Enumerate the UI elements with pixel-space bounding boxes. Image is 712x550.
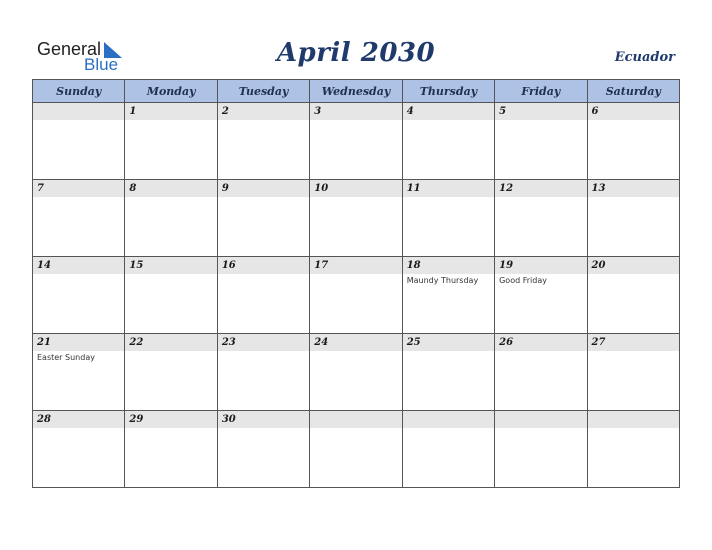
day-cell [402, 180, 494, 257]
day-number: 4 [403, 103, 494, 120]
day-cell [310, 411, 402, 488]
day-number: 26 [495, 334, 586, 351]
day-cell [310, 103, 402, 180]
weekday-header: Tuesday [217, 80, 309, 103]
day-number: 29 [125, 411, 216, 428]
brand-name-general: General [37, 39, 102, 59]
day-number: 12 [495, 180, 586, 197]
day-cell [33, 180, 125, 257]
weekday-header: Wednesday [310, 80, 402, 103]
day-cell [125, 334, 217, 411]
day-cell [402, 411, 494, 488]
day-cell [33, 411, 125, 488]
day-cell [495, 180, 587, 257]
day-cell [402, 334, 494, 411]
week-row [33, 103, 680, 180]
day-cell [402, 257, 494, 334]
day-cell [587, 334, 679, 411]
day-cell [310, 180, 402, 257]
weekday-header: Sunday [33, 80, 125, 103]
day-cell [495, 411, 587, 488]
holiday-label: Easter Sunday [37, 353, 95, 362]
week-row [33, 411, 680, 488]
day-number: 13 [588, 180, 679, 197]
day-number: 20 [588, 257, 679, 274]
day-number: 25 [403, 334, 494, 351]
calendar-title: April 2030 [276, 38, 436, 68]
day-cell [587, 180, 679, 257]
day-number: 23 [218, 334, 309, 351]
day-number: 16 [218, 257, 309, 274]
day-cell [587, 103, 679, 180]
day-number: 24 [310, 334, 401, 351]
day-cell [125, 411, 217, 488]
day-cell [217, 411, 309, 488]
day-number: 9 [218, 180, 309, 197]
day-number: 18 [403, 257, 494, 274]
day-number: 30 [218, 411, 309, 428]
day-cell [33, 103, 125, 180]
week-row [33, 180, 680, 257]
day-number: 1 [125, 103, 216, 120]
brand-name-blue: Blue [84, 55, 119, 74]
day-cell [217, 334, 309, 411]
day-number [403, 411, 494, 428]
day-number: 3 [310, 103, 401, 120]
day-number: 19 [495, 257, 586, 274]
country-label: Ecuador [614, 50, 675, 65]
day-cell [217, 257, 309, 334]
day-number: 6 [588, 103, 679, 120]
day-number: 2 [218, 103, 309, 120]
day-number: 15 [125, 257, 216, 274]
day-number [310, 411, 401, 428]
day-number: 11 [403, 180, 494, 197]
calendar-grid [32, 79, 680, 488]
day-number: 7 [33, 180, 124, 197]
day-cell [310, 257, 402, 334]
day-number: 17 [310, 257, 401, 274]
day-cell [217, 180, 309, 257]
day-cell [33, 334, 125, 411]
day-cell [125, 103, 217, 180]
day-number: 5 [495, 103, 586, 120]
day-cell [217, 103, 309, 180]
calendar-body [33, 103, 680, 488]
weekday-header-row [33, 80, 680, 103]
weekday-header: Saturday [587, 80, 679, 103]
day-number: 8 [125, 180, 216, 197]
day-cell [125, 257, 217, 334]
day-cell [495, 257, 587, 334]
holiday-label: Maundy Thursday [406, 276, 479, 285]
weekday-header: Monday [125, 80, 217, 103]
day-cell [495, 103, 587, 180]
day-cell [587, 257, 679, 334]
day-number [33, 103, 124, 120]
day-number: 14 [33, 257, 124, 274]
day-cell [587, 411, 679, 488]
day-number: 28 [33, 411, 124, 428]
day-number: 22 [125, 334, 216, 351]
day-number [495, 411, 586, 428]
day-cell [495, 334, 587, 411]
week-row [33, 334, 680, 411]
day-number [588, 411, 679, 428]
day-number: 27 [588, 334, 679, 351]
day-cell [125, 180, 217, 257]
weekday-header: Thursday [402, 80, 494, 103]
day-number: 10 [310, 180, 401, 197]
holiday-label: Good Friday [499, 276, 547, 285]
day-cell [33, 257, 125, 334]
weekday-header: Friday [495, 80, 587, 103]
week-row [33, 257, 680, 334]
day-number: 21 [33, 334, 124, 351]
day-cell [402, 103, 494, 180]
day-cell [310, 334, 402, 411]
